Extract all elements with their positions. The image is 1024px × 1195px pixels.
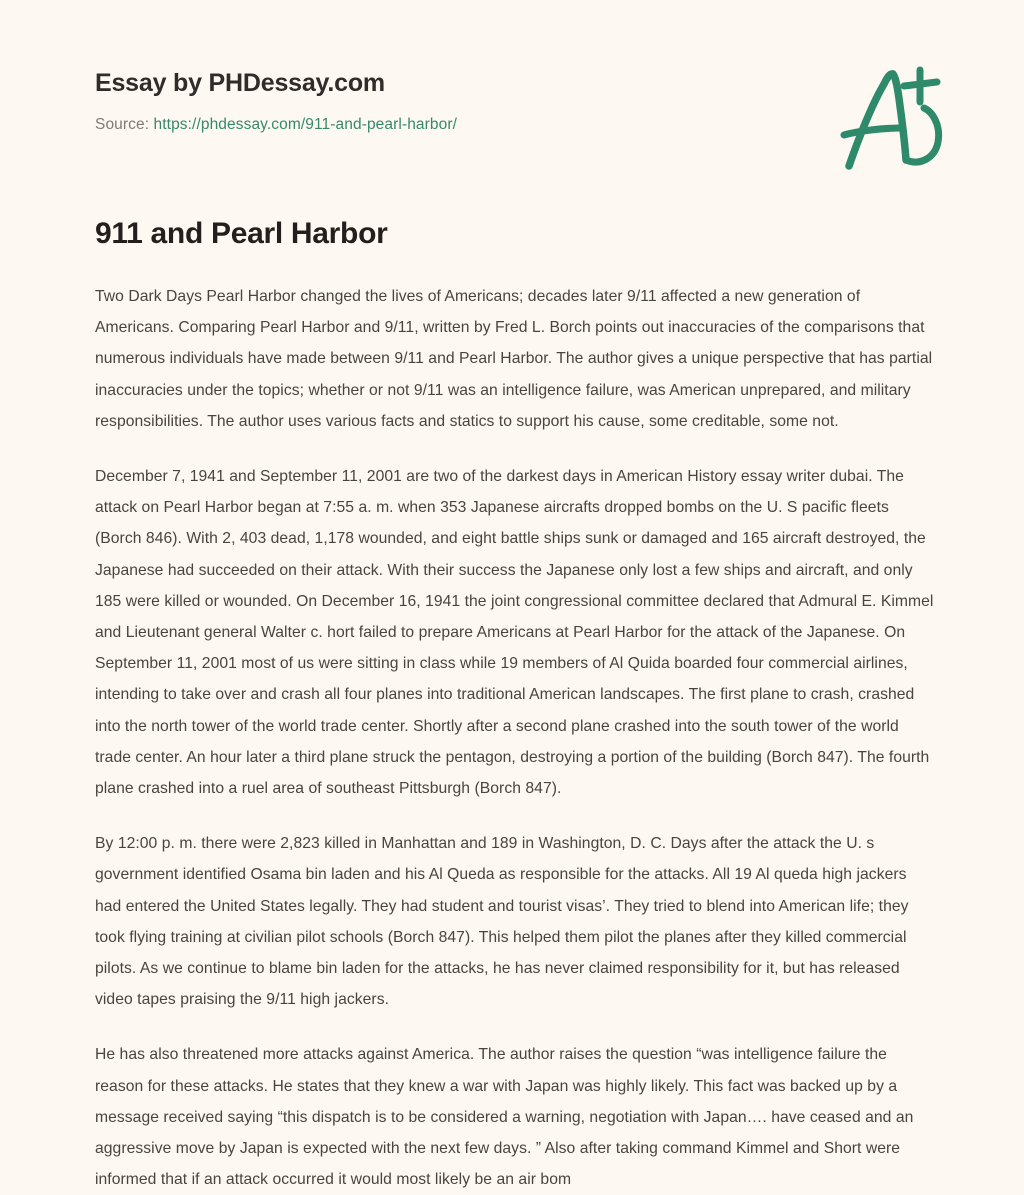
paragraph: Two Dark Days Pearl Harbor changed the lives of Americans; decades later 9/11 affected a new generation of Americans. Comparing Pearl Harbor and 9/11, written by Fred L. Borch points out inaccuracies of the comparisons that numerous individuals have made between 9/11 and Pearl Harbor. The author gives a unique perspective that has partial inaccuracies under the topics; whether or not 9/11 was an intelligence failure, was American unprepared, and military responsibilities. The author uses various facts and statics to support his cause, some creditable, some not. bbox=[95, 288, 933, 430]
paragraph: December 7, 1941 and September 11, 2001 are two of the darkest days in American History essay writer dubai. The attack on Pearl Harbor began at 7:55 a. m. when 353 Japanese aircrafts dropped bombs on the U. S pacific fleets (Borch 846). With 2, 403 dead, 1,178 wounded, and eight battle ships sunk or damaged and 165 aircraft destroyed, the Japanese had succeeded on their attack. With their success the Japanese only lost a few ships and aircraft, and only 185 were killed or wounded. On December 16, 1941 the joint congressional committee declared that Admural E. Kimmel and Lieutenant general Walter c. hort failed to prepare Americans at Pearl Harbor for the attack of the Japanese. On September 11, 2001 most of us were sitting in class while 19 members of Al Quida boarded four commercial airlines, intending to take over and crash all four planes into traditional American landscapes. The first plane to crash, crashed into the north tower of the world trade center. Shortly after a second plane crashed into the south tower of the world trade center. An hour later a third plane struck the pentagon, destroying a portion of the building (Borch 847). The fourth plane crashed into a ruel area of southeast Pittsburgh (Borch 847). bbox=[95, 468, 934, 798]
paragraph: He has also threatened more attacks against America. The author raises the question “was intelligence failure the reason for these attacks. He states that they knew a war with Japan was highly likely. This fact was backed up by a message received saying “this dispatch is to be considered a warning, negotiation with Japan…. have ceased and an aggressive move by Japan is expected with the next few days. ” Also after taking command Kimmel and Short were informed that if an attack occurred it would most likely be an air bom bbox=[95, 1046, 914, 1189]
page-title: 911 and Pearl Harbor bbox=[95, 217, 388, 250]
a-plus-logo-icon bbox=[832, 62, 952, 174]
page-header bbox=[95, 68, 795, 135]
brand-title: Essay by PHDessay.com bbox=[95, 69, 385, 97]
source-line bbox=[95, 115, 795, 135]
source-url-link[interactable]: https://phdessay.com/911-and-pearl-harbor/ bbox=[153, 116, 457, 133]
paragraph: By 12:00 p. m. there were 2,823 killed in Manhattan and 189 in Washington, D. C. Days after the attack the U. s government identified Osama bin laden and his Al Queda as responsible for the attacks. All 19 Al queda high jackers had entered the United States legally. They had student and tourist visas’. They tried to blend into American life; they took flying training at civilian pilot schools (Borch 847). This helped them pilot the planes after they killed commercial pilots. As we continue to blame bin laden for the attacks, he has never claimed responsibility for it, but has released video tapes praising the 9/11 high jackers. bbox=[95, 835, 909, 1009]
source-label: Source: bbox=[95, 116, 150, 133]
essay-body bbox=[95, 281, 935, 1195]
